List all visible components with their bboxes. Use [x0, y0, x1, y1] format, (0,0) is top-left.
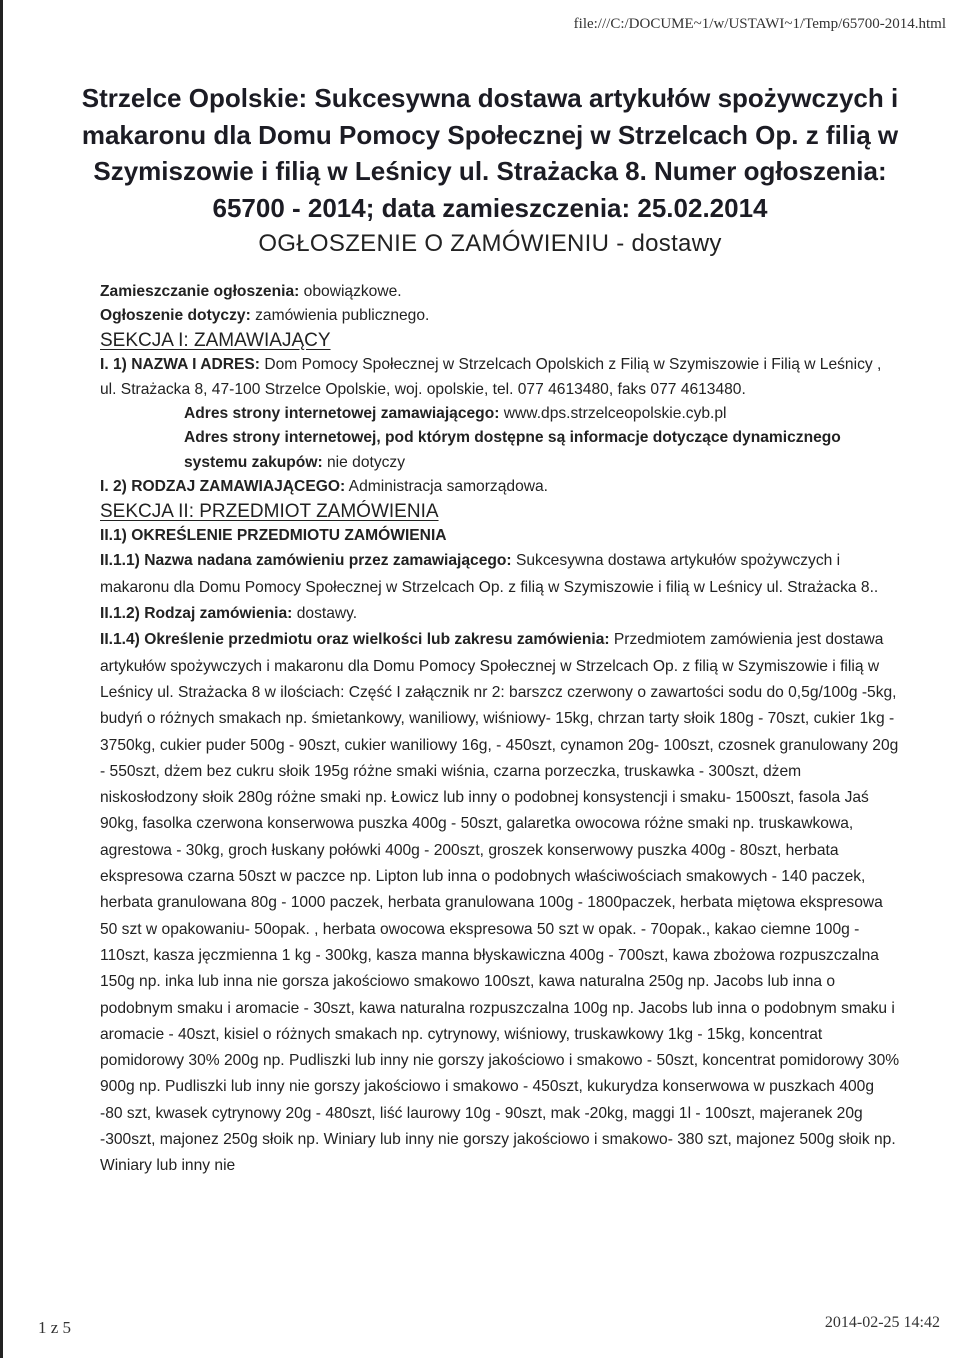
order-name-row: [100, 548, 900, 601]
order-name-value: Sukcesywna dostawa artykułów spożywczych i makaronu dla Domu Pomocy Społecznej w Strzelcach Op. z filią w Szymiszowie i filią w Leśnicy ul. Strażacka 8..: [100, 552, 879, 596]
order-kind-label: II.1.2) Rodzaj zamówienia:: [100, 605, 293, 623]
order-description-label: II.1.4) Określenie przedmiotu oraz wielkości lub zakresu zamówienia:: [100, 631, 610, 649]
concerns-row: [100, 304, 900, 328]
page-number: 1 z 5: [38, 1318, 72, 1337]
order-kind-value: dostawy.: [296, 605, 358, 623]
section-2-heading: SEKCJA II: PRZEDMIOT ZAMÓWIENIA: [100, 500, 439, 522]
print-timestamp: 2014-02-25 14:42: [824, 1314, 940, 1331]
authority-type-value: Administracja samorządowa.: [348, 478, 549, 496]
page-title: Strzelce Opolskie: Sukcesywna dostawa artykułów spożywczych i makaronu dla Domu Pomocy Społecznej w Strzelcach Op. z filią w Szymiszowie i filią w Leśnicy ul. Strażacka 8. Numer ogłoszenia: 65700 - 2014; data zamieszczenia: 25.02.2014: [81, 83, 899, 223]
document-content: [100, 280, 900, 1180]
name-value: Dom Pomocy Społecznej w Strzelcach Opolskich z Filią w Szymiszowie i Filią w Leśnicy , ul. Strażacka 8, 47-100 Strzelce Opolskie, woj. opolskie, tel. 077 4613480, faks 077 4613480.: [100, 356, 882, 398]
placement-row: [100, 280, 900, 304]
order-description-value: Przedmiotem zamówienia jest dostawa artykułów spożywczych i makaronu dla Domu Pomocy Społecznej w Strzelcach Op. z filią w Szymiszowie i filią w Leśnicy ul. Strażacka 8 w ilościach: Część I załącznik nr 2: barszcz czerwony o zawartości sodu do 0,5g/100g -5kg, budyń o różnych smakach np. śmietankowy, waniliowy, wiśniowy- 15kg, chrzan tarty słoik 180g - 70szt, cukier 1kg - 3750kg, cukier puder 500g - 90szt, cukier waniliowy 16g, - 450szt, cynamon 20g- 100szt, czosnek granulowany 20g - 550szt, dżem bez cukru słoik 195g różne smaki wiśnia, czarna porzeczka, truskawka - 300szt, dżem niskosłodzony słoik 280g różne smaki np. Łowicz lub inny o podobnej konsystencji i smaku- 1500szt, fasola Jaś 90kg, fasolka czerwona konserwowa puszka 400g - 50szt, galaretka owocowa różne smaki np. truskawkowa, agrestowa - 30kg, groch łuskany połówki 400g - 200szt, groszek konserwowy puszka 400g - 80szt, herbata ekspresowa czarna 50szt w paczce np. Lipton lub inna o podobnych właściwościach smakowych - 140 paczek, herbata granulowana 80g - 1000 paczek, herbata granulowana 100g - 1800paczek, herbata miętowa ekspresowa 50 szt w opakowaniu- 50opak. , herbata owocowa ekspresowa 50 szt w opak. - 70opak., kakao ciemne 100g - 110szt, kasza jęczmienna 1 kg - 300kg, kasza manna błyskawiczna 400g - 700szt, kawa zbożowa rozpuszczalna 150g np. inka lub inna nie gorsza jakościowo smakowo 100szt, kawa naturalna 250g np. Jacobs lub inna o podobnym smaku i aromacie - 30szt, kawa naturalna rozpuszczalna 100g np. Jacobs lub inna o podobnym smaku i aromacie - 40szt, kisiel o różnych smakach np. cytrynowy, wiśniowy, truskawkowy 1kg - 15kg, koncentrat pomidorowy 30% 200g np. Pudliszki lub inny nie gorszy jakościowo i smakowo - 50szt, koncentrat pomidorowy 30% 900g np. Pudliszki lub inny nie gorszy jakościowo i smakowo - 450szt, kukurydza konserwowa w puszkach 400g -80 szt, kwasek cytrynowy 20g - 480szt, liść laurowy 10g - 90szt, mak -20kg, maggi 1l - 100szt, majeranek 20g -300szt, majonez 250g słoik np. Winiary lub inny nie gorszy jakościowo i smakowo- 380 szt, majonez 500g słoik np. Winiary lub inny nie: [100, 631, 900, 1175]
dynamic-system-row: [100, 426, 900, 475]
dynamic-system-value: nie dotyczy: [327, 453, 406, 471]
authority-type-row: [100, 475, 900, 499]
section-1-heading: SEKCJA I: ZAMAWIAJĄCY: [100, 329, 331, 351]
order-description-row: [100, 627, 900, 1179]
authority-type-label: I. 2) RODZAJ ZAMAWIAJĄCEGO:: [100, 478, 346, 496]
order-kind-row: [100, 601, 900, 627]
placement-label: Zamieszczanie ogłoszenia:: [100, 283, 300, 300]
concerns-value: zamówienia publicznego.: [255, 307, 430, 325]
contracting-authority-name: [100, 353, 900, 402]
title-block: [80, 80, 900, 258]
order-name-label: II.1.1) Nazwa nadana zamówieniu przez zamawiającego:: [100, 552, 512, 570]
concerns-label: Ogłoszenie dotyczy:: [100, 307, 251, 325]
website-value: www.dps.strzelceopolskie.cyb.pl: [503, 405, 727, 423]
page-subtitle: OGŁOSZENIE O ZAMÓWIENIU - dostawy: [258, 230, 722, 257]
dynamic-system-label: Adres strony internetowej, pod którym dostępne są informacje dotyczące dynamicznego systemu zakupów:: [184, 429, 841, 471]
website-label: Adres strony internetowej zamawiającego:: [184, 405, 500, 423]
scan-edge: [0, 0, 3, 1358]
print-file-path: file:///C:/DOCUME~1/w/USTAWI~1/Temp/65700-2014.html: [573, 16, 946, 32]
placement-value: obowiązkowe.: [303, 283, 402, 300]
name-label: I. 1) NAZWA I ADRES:: [100, 356, 260, 374]
section-2-subheading: II.1) OKREŚLENIE PRZEDMIOTU ZAMÓWIENIA: [100, 527, 447, 545]
section-2-body: [100, 548, 900, 1179]
website-row: [100, 402, 900, 426]
